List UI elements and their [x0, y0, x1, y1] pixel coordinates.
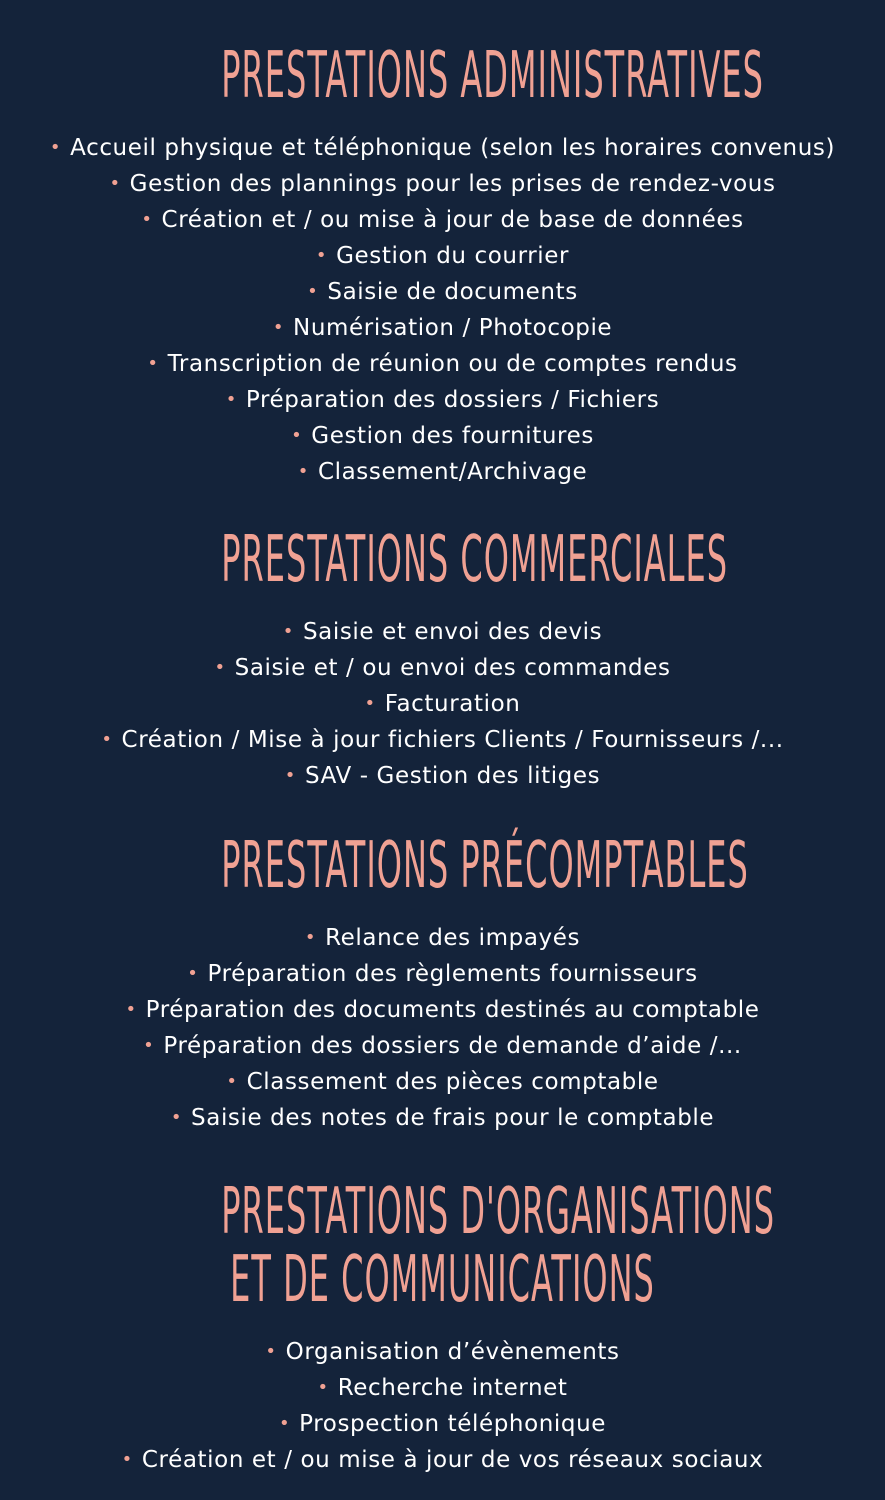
- item-label: Gestion du courrier: [336, 243, 570, 269]
- list-item: [0, 382, 885, 418]
- bullet-icon: •: [317, 1377, 329, 1398]
- list-item: [0, 310, 885, 346]
- section-title: PRESTATIONS D'ORGANISATIONS: [221, 1175, 776, 1249]
- list-item: [0, 238, 885, 274]
- section-commerciales: [0, 523, 885, 794]
- bullet-icon: •: [141, 209, 153, 230]
- item-label: Préparation des dossiers / Fichiers: [245, 387, 660, 413]
- item-label: Recherche internet: [337, 1375, 568, 1401]
- list-item: [0, 1064, 885, 1100]
- item-label: Transcription de réunion ou de comptes rendus: [167, 351, 738, 377]
- bullet-icon: •: [226, 1071, 238, 1092]
- list-item: [0, 1100, 885, 1136]
- item-label: Saisie des notes de frais pour le comptable: [191, 1105, 715, 1131]
- section-organisations-communications: [0, 1175, 885, 1478]
- item-label: Prospection téléphonique: [299, 1411, 607, 1437]
- bullet-icon: •: [307, 281, 319, 302]
- service-list: [0, 1334, 885, 1478]
- service-list: [0, 614, 885, 794]
- bullet-icon: •: [265, 1341, 277, 1362]
- section-administratives: [0, 39, 885, 490]
- item-label: Préparation des dossiers de demande d’aide /...: [163, 1033, 742, 1059]
- item-label: Numérisation / Photocopie: [293, 315, 613, 341]
- list-item: [0, 1442, 885, 1478]
- section-title: PRESTATIONS COMMERCIALES: [221, 523, 729, 597]
- bullet-icon: •: [170, 1107, 183, 1128]
- list-item: [0, 346, 885, 382]
- bullet-icon: •: [187, 963, 199, 984]
- section-title: PRESTATIONS ADMINISTRATIVES: [221, 39, 764, 113]
- bullet-icon: •: [109, 173, 121, 194]
- list-item: [0, 1370, 885, 1406]
- item-label: Classement/Archivage: [317, 459, 588, 485]
- bullet-icon: •: [49, 137, 62, 158]
- list-item: [0, 274, 885, 310]
- bullet-icon: •: [364, 693, 376, 714]
- section-title: PRESTATIONS PRÉCOMPTABLES: [221, 829, 749, 903]
- list-item: [0, 202, 885, 238]
- list-item: [0, 614, 885, 650]
- list-item: [0, 956, 885, 992]
- section-title-line-2: ET DE COMMUNICATIONS: [230, 1243, 655, 1317]
- item-label: Préparation des documents destinés au comptable: [145, 997, 760, 1023]
- item-label: Relance des impayés: [325, 925, 581, 951]
- bullet-icon: •: [284, 765, 296, 786]
- bullet-icon: •: [282, 621, 294, 642]
- bullet-icon: •: [143, 1035, 155, 1056]
- list-item: [0, 1334, 885, 1370]
- item-label: Classement des pièces comptable: [246, 1069, 659, 1095]
- item-label: Gestion des plannings pour les prises de rendez-vous: [129, 171, 776, 197]
- bullet-icon: •: [297, 461, 309, 482]
- bullet-icon: •: [214, 657, 226, 678]
- item-label: Création et / ou mise à jour de base de données: [161, 207, 744, 233]
- bullet-icon: •: [315, 245, 328, 266]
- item-label: Saisie de documents: [327, 279, 578, 305]
- bullet-icon: •: [225, 389, 237, 410]
- bullet-icon: •: [121, 1449, 133, 1470]
- item-label: Organisation d’évènements: [285, 1339, 620, 1365]
- list-item: [0, 722, 885, 758]
- bullet-icon: •: [304, 927, 317, 948]
- bullet-icon: •: [291, 425, 303, 446]
- list-item: [0, 992, 885, 1028]
- service-list: [0, 130, 885, 490]
- bullet-icon: •: [125, 999, 137, 1020]
- list-item: [0, 920, 885, 956]
- list-item: [0, 130, 885, 166]
- item-label: SAV - Gestion des litiges: [304, 763, 601, 789]
- list-item: [0, 758, 885, 794]
- bullet-icon: •: [147, 353, 159, 374]
- list-item: [0, 454, 885, 490]
- list-item: [0, 650, 885, 686]
- item-label: Saisie et envoi des devis: [302, 619, 603, 645]
- list-item: [0, 1028, 885, 1064]
- bullet-icon: •: [278, 1413, 291, 1434]
- bullet-icon: •: [101, 729, 113, 750]
- bullet-icon: •: [272, 317, 285, 338]
- item-label: Création et / ou mise à jour de vos réseaux sociaux: [141, 1447, 764, 1473]
- list-item: [0, 686, 885, 722]
- list-item: [0, 166, 885, 202]
- section-precomptables: [0, 829, 885, 1136]
- item-label: Création / Mise à jour fichiers Clients / Fournisseurs /...: [121, 727, 784, 753]
- item-label: Préparation des règlements fournisseurs: [207, 961, 698, 987]
- service-list: [0, 920, 885, 1136]
- item-label: Accueil physique et téléphonique (selon les horaires convenus): [70, 135, 836, 161]
- list-item: [0, 418, 885, 454]
- item-label: Saisie et / ou envoi des commandes: [234, 655, 671, 681]
- list-item: [0, 1406, 885, 1442]
- item-label: Gestion des fournitures: [311, 423, 594, 449]
- item-label: Facturation: [384, 691, 521, 717]
